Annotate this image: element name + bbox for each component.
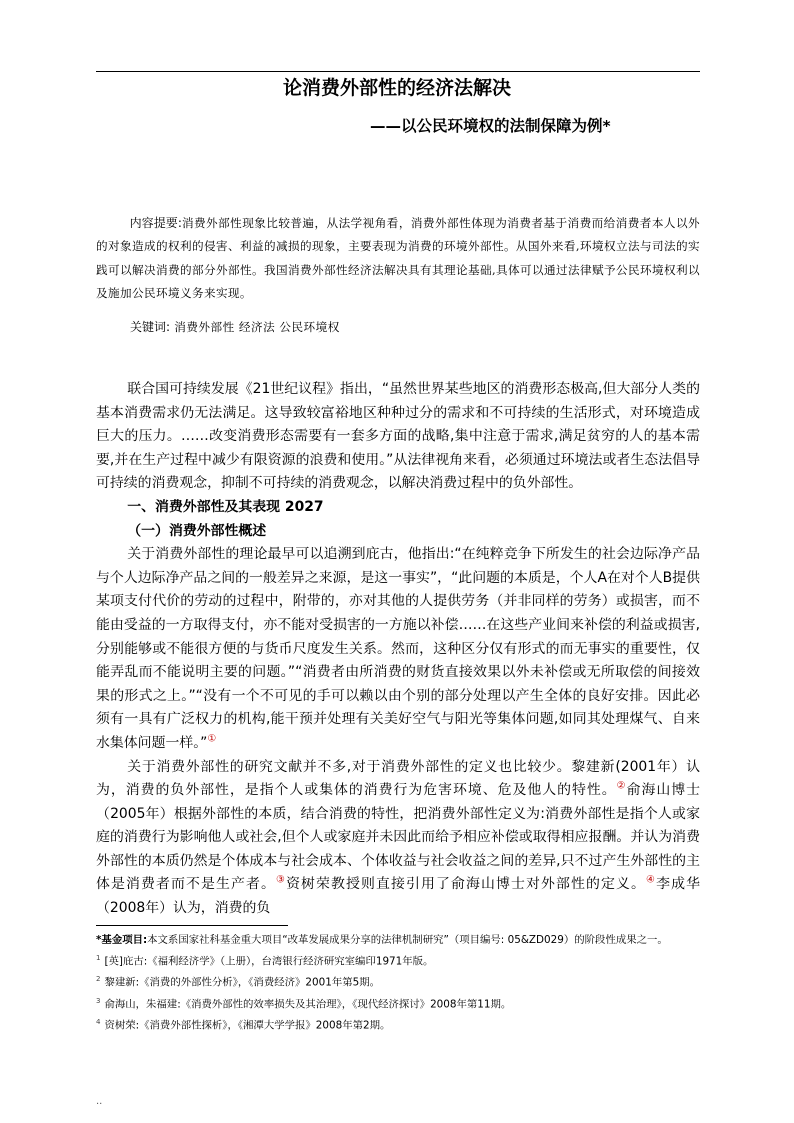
keywords-text: 消费外部性 经济法 公民环境权 (174, 320, 340, 334)
footnotes (96, 932, 700, 1036)
footnote-marker-4: 4 (96, 1018, 101, 1027)
footnote-item-2 (96, 971, 700, 990)
page-marker: .. (96, 1096, 103, 1107)
body-text (96, 378, 700, 921)
fund-text: 本文系国家社科基金重大项目“改革发展成果分享的法律机制研究”（项目编号: 05&ZD029）的阶段性成果之一。 (147, 934, 668, 946)
document-title: 论消费外部性的经济法解决 (282, 77, 511, 99)
paragraph-definitions-d: 李成华（2008年）认为，消费的负 (96, 876, 700, 917)
section-heading: 一、消费外部性及其表现 2027 (127, 498, 324, 515)
footnote-text-1: [英]庇古:《福利经济学》（上册），台湾银行经济研究室编印1971年版。 (104, 955, 434, 968)
footnote-mark-1[interactable]: ① (207, 733, 217, 745)
footnote-text-2: 黎建新:《消费的外部性分析》，《消费经济》2001年第5期。 (104, 976, 380, 989)
subsection-heading: （一）消费外部性概述 (127, 522, 267, 539)
paragraph-definitions-a: 关于消费外部性的研究文献并不多,对于消费外部性的定义也比较少。黎建新(2001年）认为，消费的负外部性，是指个人或集体的消费行为危害环境、危及他人的特性。 (96, 758, 700, 799)
footnote-item-3 (96, 993, 700, 1012)
footnote-item-1 (96, 950, 700, 969)
footnote-mark-2[interactable]: ② (616, 780, 627, 792)
abstract-label: 内容提要: (129, 216, 182, 230)
footnote-separator (96, 925, 288, 926)
footnote-marker-3: 3 (96, 996, 101, 1005)
footnote-mark-3[interactable]: ③ (275, 874, 287, 886)
document-subtitle: ——以公民环境权的法制保障为例* (370, 117, 611, 135)
footnote-fund (96, 932, 700, 948)
footnote-mark-4[interactable]: ④ (646, 874, 657, 886)
keywords (130, 317, 340, 337)
intro-paragraph: 联合国可持续发展《21世纪议程》指出，“虽然世界某些地区的消费形态极高,但大部分人类的基本消费需求仍无法满足。这导致较富裕地区种种过分的需求和不可持续的生活形式，对环境造成巨大的压力。……改变消费形态需要有一套多方面的战略,集中注意于需求,满足贫穷的人的基本需要,并在生产过程中减少有限资源的浪费和使用。”从法律视角来看，必须通过环境法或者生态法倡导可持续的消费观念，抑制不可持续的消费观念，以解决消费过程中的负外部性。 (96, 381, 700, 492)
paragraph-definitions (96, 756, 700, 921)
paragraph-definitions-b: 俞海山博士（2005年）根据外部性的本质，结合消费的特性，把消费外部性定义为:消费外部性是指个人或家庭的消费行为影响他人或社会,但个人或家庭并未因此而给予相应补偿或取得相应报酬。并认为消费外部性的本质仍然是个体成本与社会成本、个体收益与社会收益之间的差异,只不过产生外部性的主体是消费者而不是生产者。 (96, 782, 700, 893)
abstract-text: 消费外部性现象比较普遍，从法学视角看，消费外部性体现为消费者基于消费而给消费者本人以外的对象造成的权利的侵害、利益的减损的现象，主要表现为消费的环境外部性。从国外来看,环境权立法与司法的实践可以解决消费的部分外部性。我国消费外部性经济法解决具有其理论基础,具体可以通过法律赋予公民环境权利以及施加公民环境义务来实现。 (96, 216, 700, 301)
keywords-label: 关键词: (130, 320, 171, 334)
header-rule (96, 71, 700, 72)
paragraph-pigou-text: 关于消费外部性的理论最早可以追溯到庇古，他指出:“在纯粹竞争下所发生的社会边际净产品与个人边际净产品之间的一般差异之来源，是这一事实”，“此问题的本质是，个人A在对个人B提供某项支付代价的劳动的过程中，附带的，亦对其他的人提供劳务（并非同样的劳务）或损害，而不能由受益的一方取得支付，亦不能对受损害的一方施以补偿……在这些产业间来补偿的利益或损害,分别能够或不能很方便的与货币尺度发生关系。然而，这种区分仅有形式的而无事实的重要性，仅能弄乱而不能说明主要的问题。”“消费者由所消费的财货直接效果以外未补偿或无所取偿的间接效果的形式之上。”“没有一个不可见的手可以赖以由个别的部分处理以产生全体的良好安排。因此必须有一具有广泛权力的机构,能干预并处理有关美好空气与阳光等集体问题,如同其处理煤气、自来水集体问题一样。” (96, 546, 700, 751)
abstract (96, 212, 700, 306)
footnote-marker-2: 2 (96, 975, 101, 984)
fund-label: *基金项目: (96, 934, 148, 946)
footnote-text-3: 俞海山，朱福建:《消费外部性的效率损失及其治理》，《现代经济探讨》2008年第11期。 (104, 998, 512, 1011)
footnote-text-4: 资树荣:《消费外部性探析》，《湘潭大学学报》2008年第2期。 (104, 1019, 391, 1032)
footnote-item-4 (96, 1014, 700, 1033)
paragraph-pigou (96, 543, 700, 755)
paragraph-definitions-c: 资树荣教授则直接引用了俞海山博士对外部性的定义。 (286, 876, 647, 893)
footnote-marker-1: 1 (96, 954, 101, 962)
